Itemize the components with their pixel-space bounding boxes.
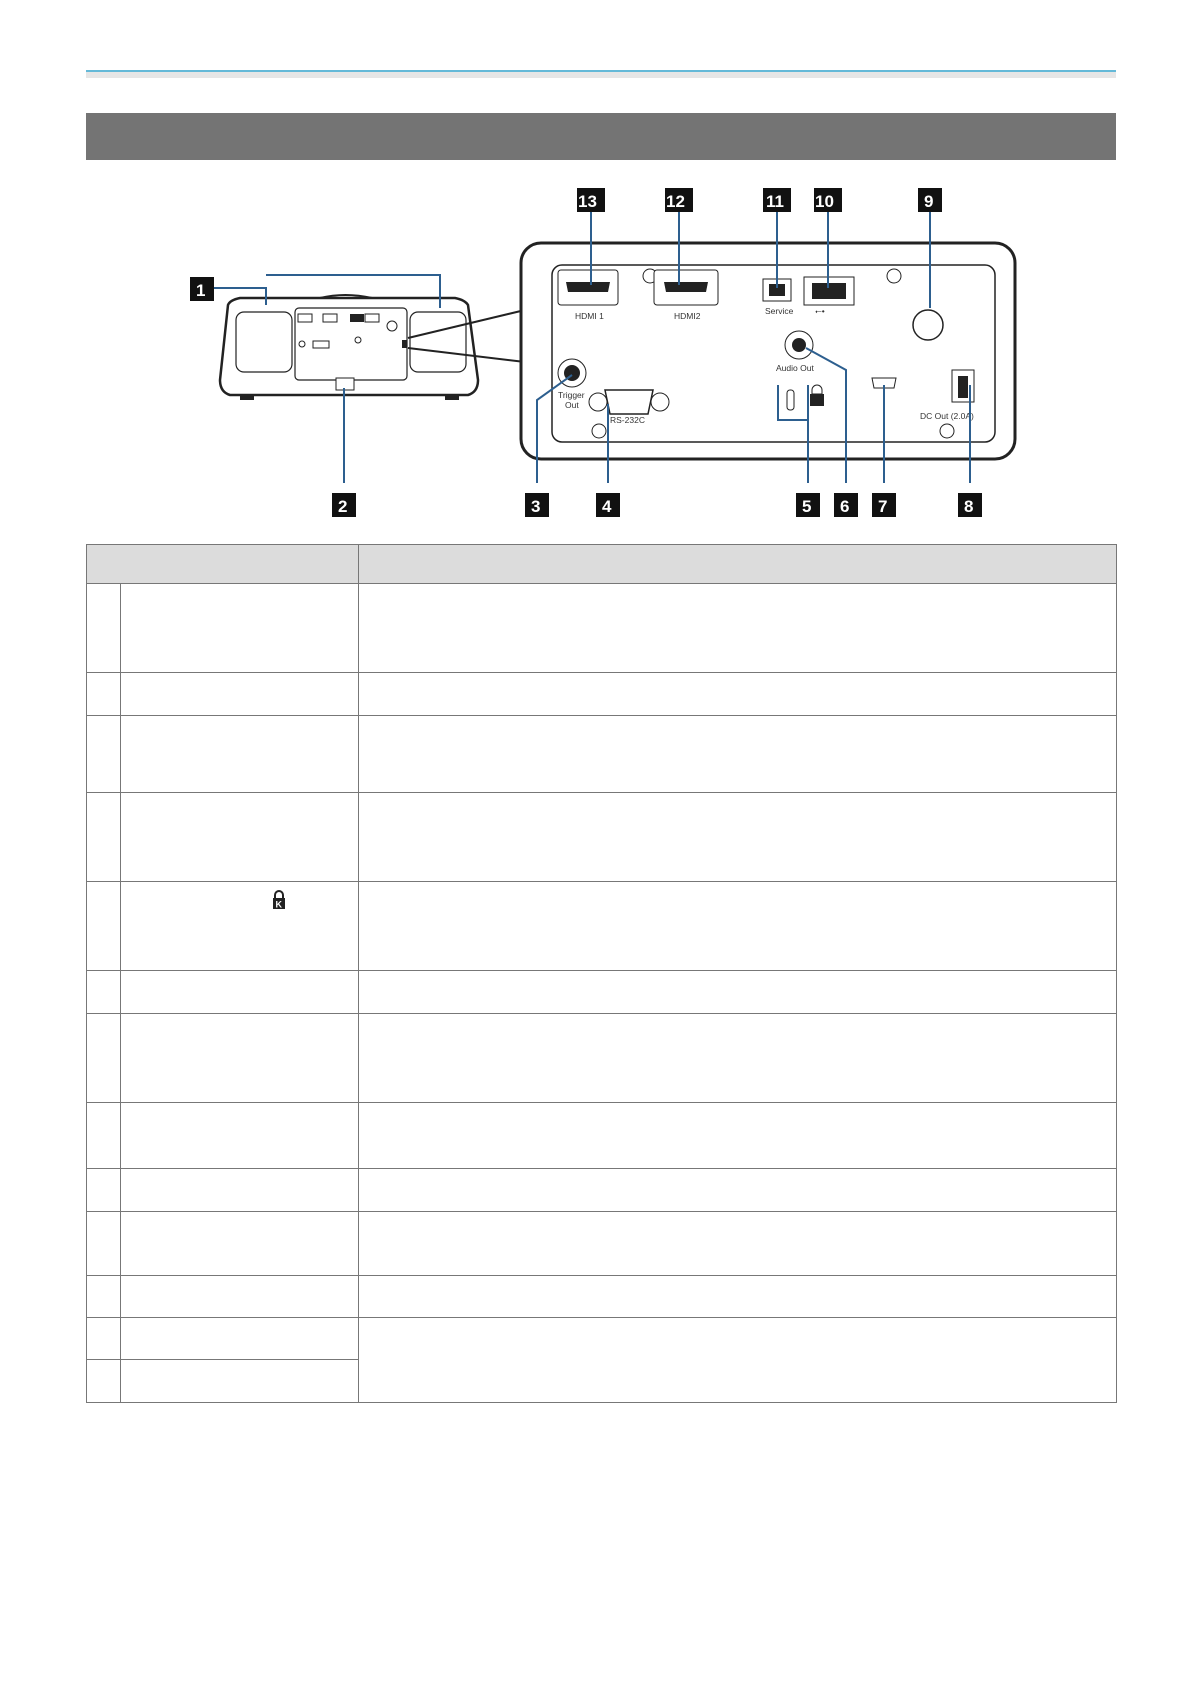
- row-num: [87, 793, 121, 882]
- rear-panel-figure: [0, 180, 1190, 530]
- row-desc: [358, 1014, 1116, 1103]
- table-row: [87, 673, 1117, 716]
- row-name: [121, 1103, 359, 1169]
- badge-13: 13: [578, 192, 597, 211]
- badge-1: 1: [196, 281, 206, 300]
- row-desc-merged: [358, 1318, 1116, 1403]
- header-accent-line: [86, 70, 1116, 78]
- row-name: [121, 1276, 359, 1318]
- row-num: [87, 673, 121, 716]
- row-desc: [358, 1276, 1116, 1318]
- badge-3: 3: [531, 497, 541, 516]
- table-row: [87, 584, 1117, 673]
- table-row: [87, 793, 1117, 882]
- enlarged-connector-panel: [521, 243, 1015, 459]
- audio-out-label: Audio Out: [776, 363, 814, 373]
- table-row: [87, 1103, 1117, 1169]
- table-row: [87, 1169, 1117, 1212]
- row-num: [87, 1014, 121, 1103]
- table-row: [87, 1318, 1117, 1360]
- row-desc: [358, 882, 1116, 971]
- row-num: [87, 1103, 121, 1169]
- row-name: [121, 716, 359, 793]
- table-row: [87, 1276, 1117, 1318]
- row-num: [87, 1318, 121, 1360]
- row-name: [121, 1318, 359, 1360]
- hdmi2-label: HDMI2: [674, 311, 701, 321]
- dc-out-label: DC Out (2.0A): [920, 411, 974, 421]
- table-row: [87, 882, 1117, 971]
- row-num: [87, 584, 121, 673]
- row-num: [87, 716, 121, 793]
- rs232c-label: RS-232C: [610, 415, 645, 425]
- row-name: [121, 584, 359, 673]
- rear-panel-diagram: [0, 180, 1190, 530]
- row-num: [87, 971, 121, 1014]
- table-header-row: [87, 545, 1117, 584]
- table-row: [87, 1014, 1117, 1103]
- badge-11: 11: [766, 192, 784, 211]
- row-desc: [358, 673, 1116, 716]
- badge-6: 6: [840, 497, 850, 516]
- svg-text:K: K: [275, 899, 283, 910]
- kensington-lock-icon: [271, 890, 287, 913]
- usb-symbol: ⭠•: [815, 306, 825, 316]
- row-desc: [358, 1103, 1116, 1169]
- badge-4: 4: [602, 497, 612, 516]
- row-desc: [358, 1212, 1116, 1276]
- row-num: [87, 1169, 121, 1212]
- badge-12: 12: [666, 192, 685, 211]
- row-num: [87, 882, 121, 971]
- badge-10: 10: [815, 192, 834, 211]
- row-name: [121, 673, 359, 716]
- section-title-bar: [86, 113, 1116, 160]
- table-row: [87, 716, 1117, 793]
- row-num: [87, 1276, 121, 1318]
- connector-spec-table: [86, 544, 1117, 1403]
- row-name: [121, 1169, 359, 1212]
- row-name: [121, 1212, 359, 1276]
- trigger-out-label-2: Out: [565, 400, 579, 410]
- row-name-with-lock: [121, 882, 359, 971]
- row-num: [87, 1360, 121, 1403]
- row-desc: [358, 971, 1116, 1014]
- table-row: [87, 971, 1117, 1014]
- trigger-out-label-1: Trigger: [558, 390, 585, 400]
- row-desc: [358, 793, 1116, 882]
- row-name: [121, 1360, 359, 1403]
- badge-2: 2: [338, 497, 348, 516]
- row-desc: [358, 716, 1116, 793]
- badge-9: 9: [924, 192, 934, 211]
- header-name-cell: [87, 545, 359, 584]
- projector-rear-view: [220, 295, 478, 400]
- badge-7: 7: [878, 497, 888, 516]
- row-num: [87, 1212, 121, 1276]
- row-desc: [358, 584, 1116, 673]
- header-function-cell: [358, 545, 1116, 584]
- badge-8: 8: [964, 497, 974, 516]
- row-name: [121, 793, 359, 882]
- service-label: Service: [765, 306, 794, 316]
- hdmi1-label: HDMI 1: [575, 311, 604, 321]
- table-row: [87, 1212, 1117, 1276]
- badge-5: 5: [802, 497, 812, 516]
- row-name: [121, 1014, 359, 1103]
- row-desc: [358, 1169, 1116, 1212]
- row-name: [121, 971, 359, 1014]
